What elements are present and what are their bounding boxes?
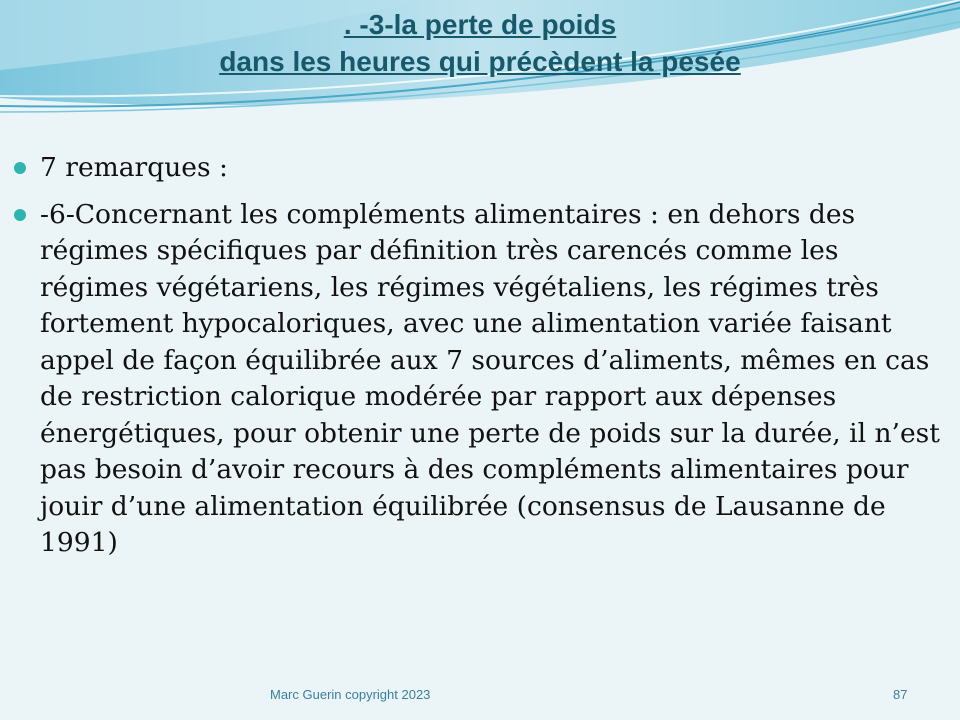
bullet-list [12,150,952,562]
title-line-1: . -3-la perte de poids [343,9,617,40]
bullet-item [12,197,952,562]
bullet-dot-icon [14,209,26,221]
bullet-dot-icon [14,162,26,174]
bullet-item [12,150,952,187]
title-line-2: dans les heures qui précèdent la pesée [219,46,741,77]
bullet-text: -6-Concernant les compléments alimentaires : en dehors des régimes spécifiques par définition très carencés comme les régimes végétariens, les régimes végétaliens, les régimes très fortement hypocaloriques, avec une alimentation variée faisant appel de façon équilibrée aux 7 sources d’aliments, mêmes en cas de restriction calorique modérée par rapport aux dépenses énergétiques, pour obtenir une perte de poids sur la durée, il n’est pas besoin d’avoir recours à des compléments alimentaires pour jouir d’une alimentation équilibrée (consensus de Lausanne de 1991) [40,198,940,558]
bullet-text: 7 remarques : [40,152,228,183]
footer-copyright: Marc Guerin copyright 2023 [270,687,431,702]
page-number: 87 [893,687,908,702]
slide-title [0,6,960,80]
